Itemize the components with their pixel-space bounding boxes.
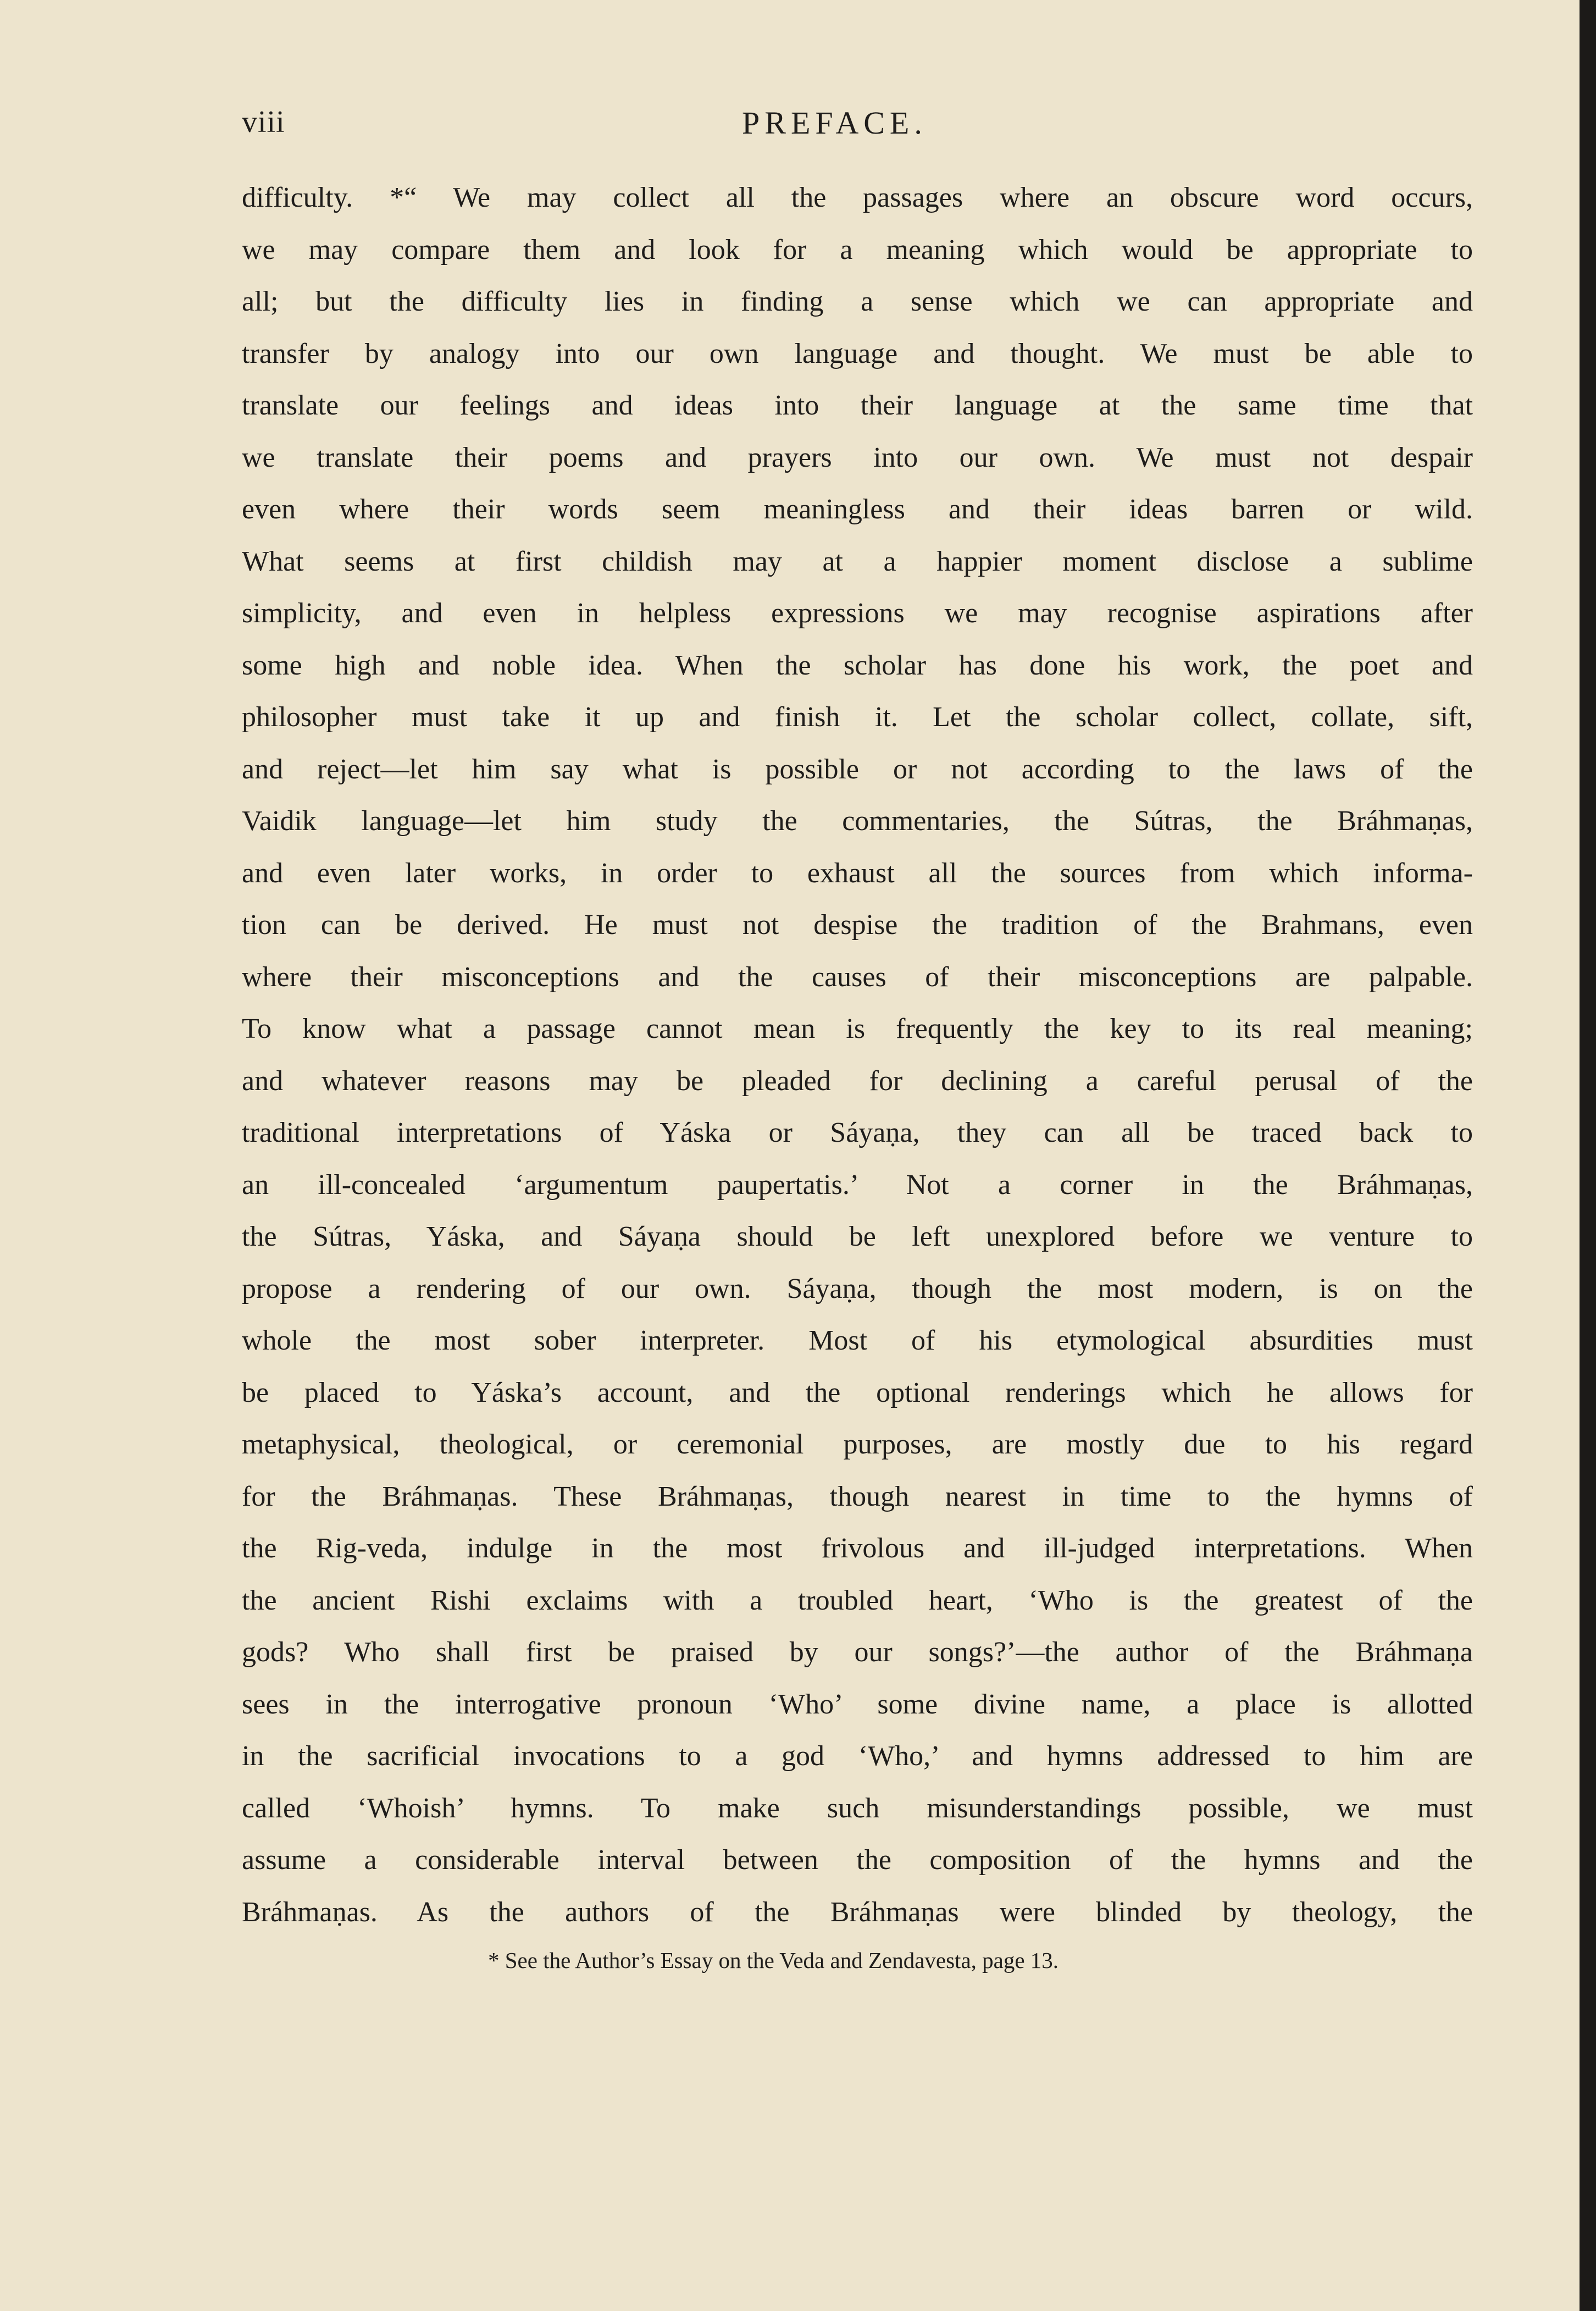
text-line: tion can be derived. He must not despise the tradition of the Brahmans, even <box>242 909 1473 941</box>
page-edge-shadow <box>1580 0 1596 2311</box>
text-line: even where their words seem meaningless and their ideas barren or wild. <box>242 494 1473 525</box>
footnote: * See the Author’s Essay on the Veda and Zendavesta, page 13. <box>488 1948 1059 1973</box>
text-line: gods? Who shall first be praised by our songs?’—the author of the Bráhmaṇa <box>242 1637 1473 1668</box>
text-line: Bráhmaṇas. As the authors of the Bráhmaṇas were blinded by theology, the <box>242 1896 1473 1928</box>
text-line: all; but the difficulty lies in finding a sense which we can appropriate and <box>242 286 1473 317</box>
text-line: whole the most sober interpreter. Most of his etymological absurdities must <box>242 1325 1473 1356</box>
page-header <box>242 104 1473 143</box>
text-line: in the sacrificial invocations to a god ‘Who,’ and hymns addressed to him are <box>242 1740 1473 1772</box>
text-line: traditional interpretations of Yáska or Sáyaṇa, they can all be traced back to <box>242 1117 1473 1148</box>
text-line: some high and noble idea. When the scholar has done his work, the poet and <box>242 649 1473 681</box>
text-line: translate our feelings and ideas into their language at the same time that <box>242 390 1473 421</box>
text-line: the Rig-veda, indulge in the most frivolous and ill-judged interpretations. When <box>242 1533 1473 1564</box>
text-line: for the Bráhmaṇas. These Bráhmaṇas, though nearest in time to the hymns of <box>242 1480 1473 1512</box>
text-line: What seems at first childish may at a happier moment disclose a sublime <box>242 545 1473 577</box>
text-line: assume a considerable interval between the composition of the hymns and the <box>242 1844 1473 1876</box>
text-line: we translate their poems and prayers into our own. We must not despair <box>242 441 1473 473</box>
text-line: called ‘Whoish’ hymns. To make such misunderstandings possible, we must <box>242 1792 1473 1824</box>
text-line: and whatever reasons may be pleaded for declining a careful perusal of the <box>242 1065 1473 1097</box>
text-line: the ancient Rishi exclaims with a troubled heart, ‘Who is the greatest of the <box>242 1584 1473 1616</box>
text-line: propose a rendering of our own. Sáyaṇa, though the most modern, is on the <box>242 1273 1473 1304</box>
text-line: we may compare them and look for a meaning which would be appropriate to <box>242 234 1473 266</box>
page-number: viii <box>242 105 285 139</box>
text-line: Vaidik language—let him study the commentaries, the Sútras, the Bráhmaṇas, <box>242 805 1473 837</box>
text-line: sees in the interrogative pronoun ‘Who’ some divine name, a place is allotted <box>242 1688 1473 1720</box>
text-line: the Sútras, Yáska, and Sáyaṇa should be left unexplored before we venture to <box>242 1221 1473 1252</box>
text-line: simplicity, and even in helpless expressions we may recognise aspirations after <box>242 598 1473 629</box>
body-text <box>242 172 1473 1938</box>
text-line: and even later works, in order to exhaust all the sources from which informa- <box>242 857 1473 889</box>
running-title: PREFACE. <box>742 105 927 141</box>
text-line: be placed to Yáska’s account, and the optional renderings which he allows for <box>242 1376 1473 1408</box>
text-line: an ill-concealed ‘argumentum paupertatis.’ Not a corner in the Bráhmaṇas, <box>242 1169 1473 1201</box>
text-line: where their misconceptions and the causes of their misconceptions are palpable. <box>242 961 1473 993</box>
text-line: metaphysical, theological, or ceremonial purposes, are mostly due to his regard <box>242 1429 1473 1460</box>
text-line: transfer by analogy into our own language and thought. We must be able to <box>242 338 1473 369</box>
text-line: and reject—let him say what is possible or not according to the laws of the <box>242 753 1473 785</box>
text-line: difficulty. *“ We may collect all the passages where an obscure word occurs, <box>242 182 1473 213</box>
text-line: philosopher must take it up and finish it. Let the scholar collect, collate, sift, <box>242 701 1473 733</box>
text-line: To know what a passage cannot mean is frequently the key to its real meaning; <box>242 1013 1473 1044</box>
